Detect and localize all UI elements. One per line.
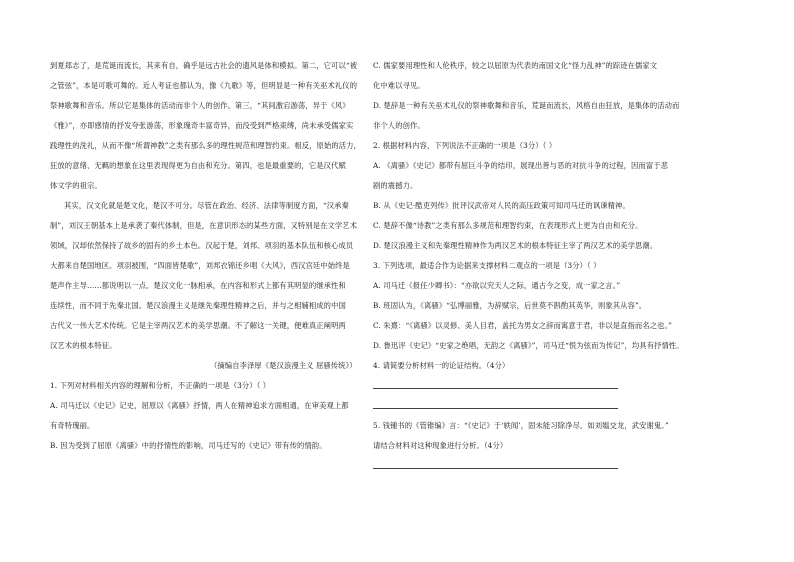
answer-rule xyxy=(373,388,618,389)
right-text-line: D. 楚汉浪漫主义和先秦理性精神作为两汉艺术的根本特征主宰了两汉艺术的美学思潮。 xyxy=(373,241,658,250)
right-text-line: D. 鲁迅评《史记》“史家之绝唱，无韵之《离骚》”，司马迁“恨为弦而为传记”，均具有抒情性。 xyxy=(373,341,684,350)
right-text-line: C. 儒家要用理性和人伦秩序，较之以屈原为代表的南国文化“怪力乱神”的踪迹在儒家文 xyxy=(373,61,658,70)
left-text-line: A. 司马迁以《史记》记史，屈原以《离骚》抒情，两人在精神追求方面相通，在审美观上都 xyxy=(50,401,349,410)
answer-line xyxy=(373,460,703,480)
answer-line xyxy=(373,400,703,420)
answer-rule xyxy=(373,468,618,469)
right-text-line: B. 从《史记·酷吏列传》批评汉武帝对人民的高压政策可知司马迁的讽谏精神。 xyxy=(373,201,630,210)
left-text-line: 到夏郑志了，是荒诞而流长，其来有自，确乎是远古社会的遗风是体和模拟。第二，它可以“被 xyxy=(50,61,358,70)
answer-line xyxy=(373,380,703,400)
left-text-line: 体文学的祖宗。 xyxy=(50,181,102,190)
right-text-line: A. 司马迁《报任少卿书》：“亦欲以究天人之际，通古今之变，成一家之言。” xyxy=(373,281,621,290)
left-text-line: 之管弦”，本是可歌可舞的。近人考证也都认为，像《九歌》等，但明显是一种有关巫术礼仪的 xyxy=(50,81,358,90)
left-text-line: 楚声作主导……都说明以一点。楚汉文化一脉相承，在内容和形式上都有其明显的继承性和 xyxy=(50,281,346,290)
left-text-line: 狂放的意绪、无羁的想象在这里表现得更为自由和充分。第四，也是最重要的，它是汉代赋 xyxy=(50,161,346,170)
left-text-line: 古代又一伟大艺术传统。它是主宰两汉艺术的美学思潮。不了解这一关键，便难真正阐明两 xyxy=(50,321,346,330)
right-text-line: D. 楚辞是一种有关巫术礼仪的祭神歌舞和音乐，荒诞而流长，风格自由狂放，是集体的活动而 xyxy=(373,101,680,110)
right-text-line: B. 班固认为，《离骚》“弘博丽雅，为辞赋宗，后世莫不斟酌其英华，则象其从容”。 xyxy=(373,301,647,310)
left-text-line: 领域，汉却依然保持了故乡的固有的乡土本色。汉起于楚，刘邦、项羽的基本队伍和核心成员 xyxy=(50,241,354,250)
left-text-line: （摘编自李泽厚《楚汉浪漫主义 屈骚传统》） xyxy=(210,361,357,370)
right-text-line: 2. 根据材料内容，下列说法不正确的一项是（3分）（ ） xyxy=(373,141,557,150)
left-text-line: 有奇特瑰丽。 xyxy=(50,421,95,430)
right-text-line: 3. 下列选项，最适合作为论据来支撑材料二观点的一项是（3分）（ ） xyxy=(373,261,601,270)
right-text-line: 化中难以寻见。 xyxy=(373,81,425,90)
left-text-line: B. 因为受到了屈原《离骚》中的抒情性的影响，司马迁写的《史记》带有传的情韵。 xyxy=(50,441,327,450)
right-text-line: C. 楚辞不像“诗教”之类有那么多规范和理智约束，在表现形式上更为自由和充分。 xyxy=(373,221,643,230)
left-text-line: 祭神歌舞和音乐。所以它是集体的活动而非个人的创作。第三，“其间激宕游荡，异于《风》 xyxy=(50,101,350,110)
right-text-line: 非个人的创作。 xyxy=(373,121,425,130)
answer-rule xyxy=(373,408,618,409)
left-column xyxy=(50,60,380,460)
left-text-line: 1. 下列对材料相关内容的理解和分析，不正确的一项是（3分）（ ） xyxy=(50,381,271,390)
right-text-line: 4. 请简要分析材料一的论证结构。（4分） xyxy=(373,361,510,370)
left-text-line: 汉艺术的根本特征。 xyxy=(50,341,117,350)
left-text-line: 其实，汉文化就是楚文化，楚汉不可分。尽管在政治、经济、法律等制度方面，“汉承秦 xyxy=(64,201,349,210)
left-text-line: 大都来自楚国地区。项羽被围，“四面皆楚歌”，刘邦衣锦还乡唱《大风》，西汉宫廷中始终是 xyxy=(50,261,350,270)
right-text-line: C. 朱熹：“《离骚》以灵修、美人目君，盖托为男女之辞而寓意于君，非以是直指而名之也。” xyxy=(373,321,673,330)
right-text-line: 请结合材料对这种现象进行分析。（4分） xyxy=(373,441,508,450)
left-text-line: 《雅》”，亦即感情的抒发夸张游荡，形象瑰奇丰富奇异，而没受到严格束缚，尚未承受儒家实 xyxy=(50,121,354,130)
right-text-line: A. 《离骚》《史记》都带有屈巨斗争的结印，展现出善与恶的对抗斗争的过程，因而富于悲 xyxy=(373,161,669,170)
right-text-line: 剧的震撼力。 xyxy=(373,181,418,190)
right-text-line: 5. 钱锺书的《管锥编》言：“《史记》于‘轶闻’，固未能习除净尽，如刘媪交龙，武安谢鬼。” xyxy=(373,421,669,430)
left-text-line: 践理性的洗礼，从而不像“所谓神教”之类有那么多的理性规范和理智约束。相反，原始的活力， xyxy=(50,141,361,150)
left-text-line: 制”，刘汉王朝基本上是承袭了秦代体制，但是，在意识形态的某些方面，又特别是在文学艺术 xyxy=(50,221,358,230)
right-column xyxy=(373,60,703,480)
left-text-line: 连续性，而不同于先秦北国。楚汉浪漫主义是继先秦理性精神之后，并与之相辅相成的中国 xyxy=(50,301,346,310)
